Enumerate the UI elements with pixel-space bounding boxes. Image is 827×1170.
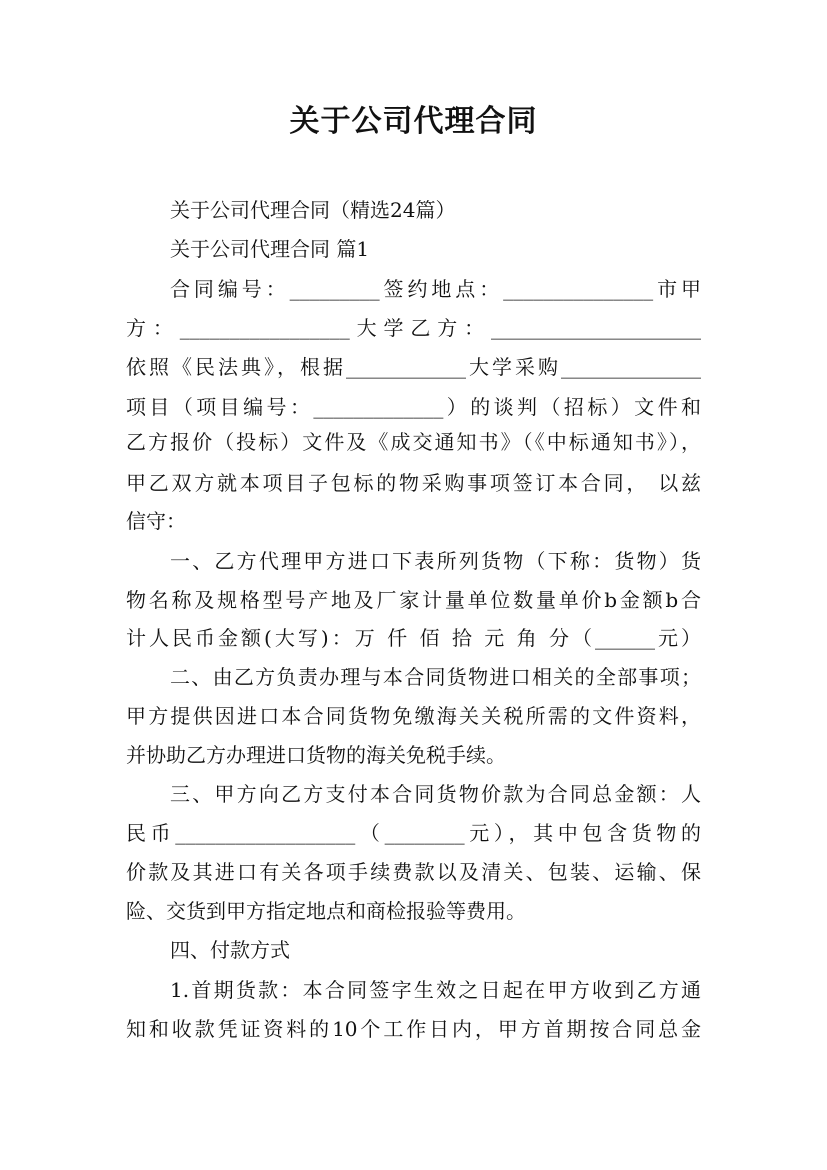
clause-line: 1.首期货款：本合同签字生效之日起在甲方收到乙方通 — [170, 978, 701, 1002]
section-heading: 关于公司代理合同 篇1 — [170, 237, 370, 261]
contract-line: 乙方报价（投标）文件及《成交通知书》（《中标通知书》）， — [126, 430, 701, 454]
contract-line: 合同编号：_________签约地点：_______________市甲 — [170, 277, 701, 301]
clause-line: 物名称及规格型号产地及厂家计量单位数量单价b金额b合 — [126, 588, 701, 612]
clause-line: 并协助乙方办理进口货物的海关免税手续。 — [126, 743, 506, 767]
clause-line: 民币__________________（________元），其中包含货物的 — [126, 821, 701, 845]
contract-line: 方：_________________大学乙方：_____________________ — [126, 316, 701, 340]
contract-line: 项目（项目编号：_____________）的谈判（招标）文件和 — [126, 395, 701, 419]
clause-line: 三、甲方向乙方支付本合同货物价款为合同总金额：人 — [170, 782, 701, 806]
contract-line: 依照《民法典》，根据____________大学采购______________ — [126, 355, 701, 379]
contract-line: 信守： — [126, 509, 186, 533]
clause-line: 价款及其进口有关各项手续费款以及清关、包装、运输、保 — [126, 860, 701, 884]
clause-line: 一、乙方代理甲方进口下表所列货物（下称：货物）货 — [170, 549, 701, 573]
contract-line: 甲乙双方就本项目子包标的物采购事项签订本合同， 以兹 — [126, 471, 701, 495]
clause-line: 计人民币金额(大写)：万 仟 佰 拾 元 角 分（______元） — [126, 626, 701, 650]
clause-line: 知和收款凭证资料的10个工作日内，甲方首期按合同总金 — [126, 1017, 701, 1041]
section-heading: 四、付款方式 — [170, 938, 290, 962]
clause-line: 险、交货到甲方指定地点和商检报验等费用。 — [126, 899, 526, 923]
clause-line: 甲方提供因进口本合同货物免缴海关关税所需的文件资料， — [126, 704, 701, 728]
intro-line: 关于公司代理合同（精选24篇） — [170, 198, 456, 222]
clause-line: 二、由乙方负责办理与本合同货物进口相关的全部事项； — [170, 665, 701, 689]
document-title: 关于公司代理合同 — [289, 104, 538, 139]
